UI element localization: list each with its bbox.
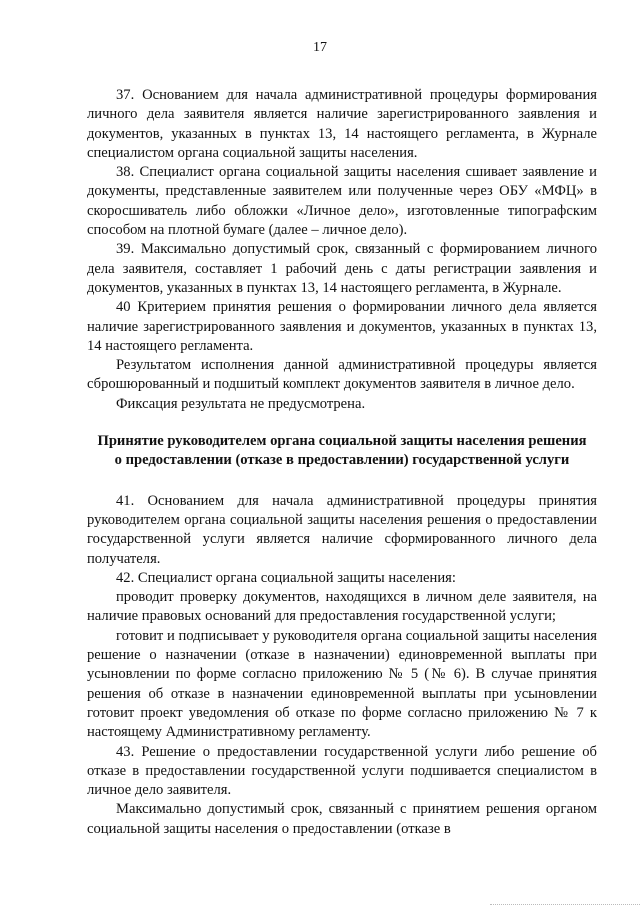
paragraph-42: 42. Специалист органа социальной защиты населения: xyxy=(116,569,456,586)
paragraph-fixation: Фиксация результата не предусмотрена. xyxy=(116,395,366,412)
paragraph-42-check: проводит проверку документов, находящихся в личном деле заявителя, на наличие правовых оснований для предоставления государственной услуги; xyxy=(87,589,597,625)
paragraph-43: 43. Решение о предоставлении государственной услуги либо решение об отказе в предоставлении государственной услуги подшивается специалистом в личное дело заявителя. xyxy=(87,743,597,799)
page-number: 17 xyxy=(313,40,327,55)
document-body xyxy=(87,86,597,839)
paragraph-result: Результатом исполнения данной административной процедуры является сброшюрованный и подшитый комплект документов заявителя в личное дело. xyxy=(87,357,597,393)
paragraph-38: 38. Специалист органа социальной защиты населения сшивает заявление и документы, представленные заявителем или полученные через ОБУ «МФЦ» в скоросшиватель либо обложки «Личное дело», изготовленные типографским способом на плотной бумаге (далее – личное дело). xyxy=(87,164,597,239)
paragraph-deadline: Максимально допустимый срок, связанный с принятием решения органом социальной защиты населения о предоставлении (отказе в xyxy=(87,801,597,837)
paragraph-40: 40 Критерием принятия решения о формировании личного дела является наличие зарегистрированного заявления и документов, указанных в пунктах 13, 14 настоящего регламента. xyxy=(87,299,597,354)
section-heading: Принятие руководителем органа социальной защиты населения решения о предоставлении (отказе в предоставлении) государственной услуги xyxy=(97,433,587,469)
paragraph-39: 39. Максимально допустимый срок, связанный с формированием личного дела заявителя, составляет 1 рабочий день с даты регистрации заявления и документов, указанных в пунктах 13, 14 настоящего регламента, в Журнале. xyxy=(87,241,597,296)
scan-edge-mark xyxy=(490,900,640,905)
paragraph-37: 37. Основанием для начала административной процедуры формирования личного дела заявителя является наличие зарегистрированного заявления и документов, указанных в пунктах 13, 14 настоящего регламента, в Журнале специалистом органа социальной защиты населения. xyxy=(87,87,597,161)
paragraph-42-prepare: готовит и подписывает у руководителя органа социальной защиты населения решение о назначении (отказе в назначении) единовременной выплаты при усыновлении по форме согласно приложению № 5 (№ 6). В случае принятия решения об отказе в назначении единовременной выплаты при усыновлении готовит проект уведомления об отказе по форме согласно приложению № 7 к настоящему Административному регламенту. xyxy=(87,627,597,741)
paragraph-41: 41. Основанием для начала административной процедуры принятия руководителем органа социальной защиты населения решения о предоставлении государственной услуги является наличие сформированного личного дела получателя. xyxy=(87,492,597,567)
